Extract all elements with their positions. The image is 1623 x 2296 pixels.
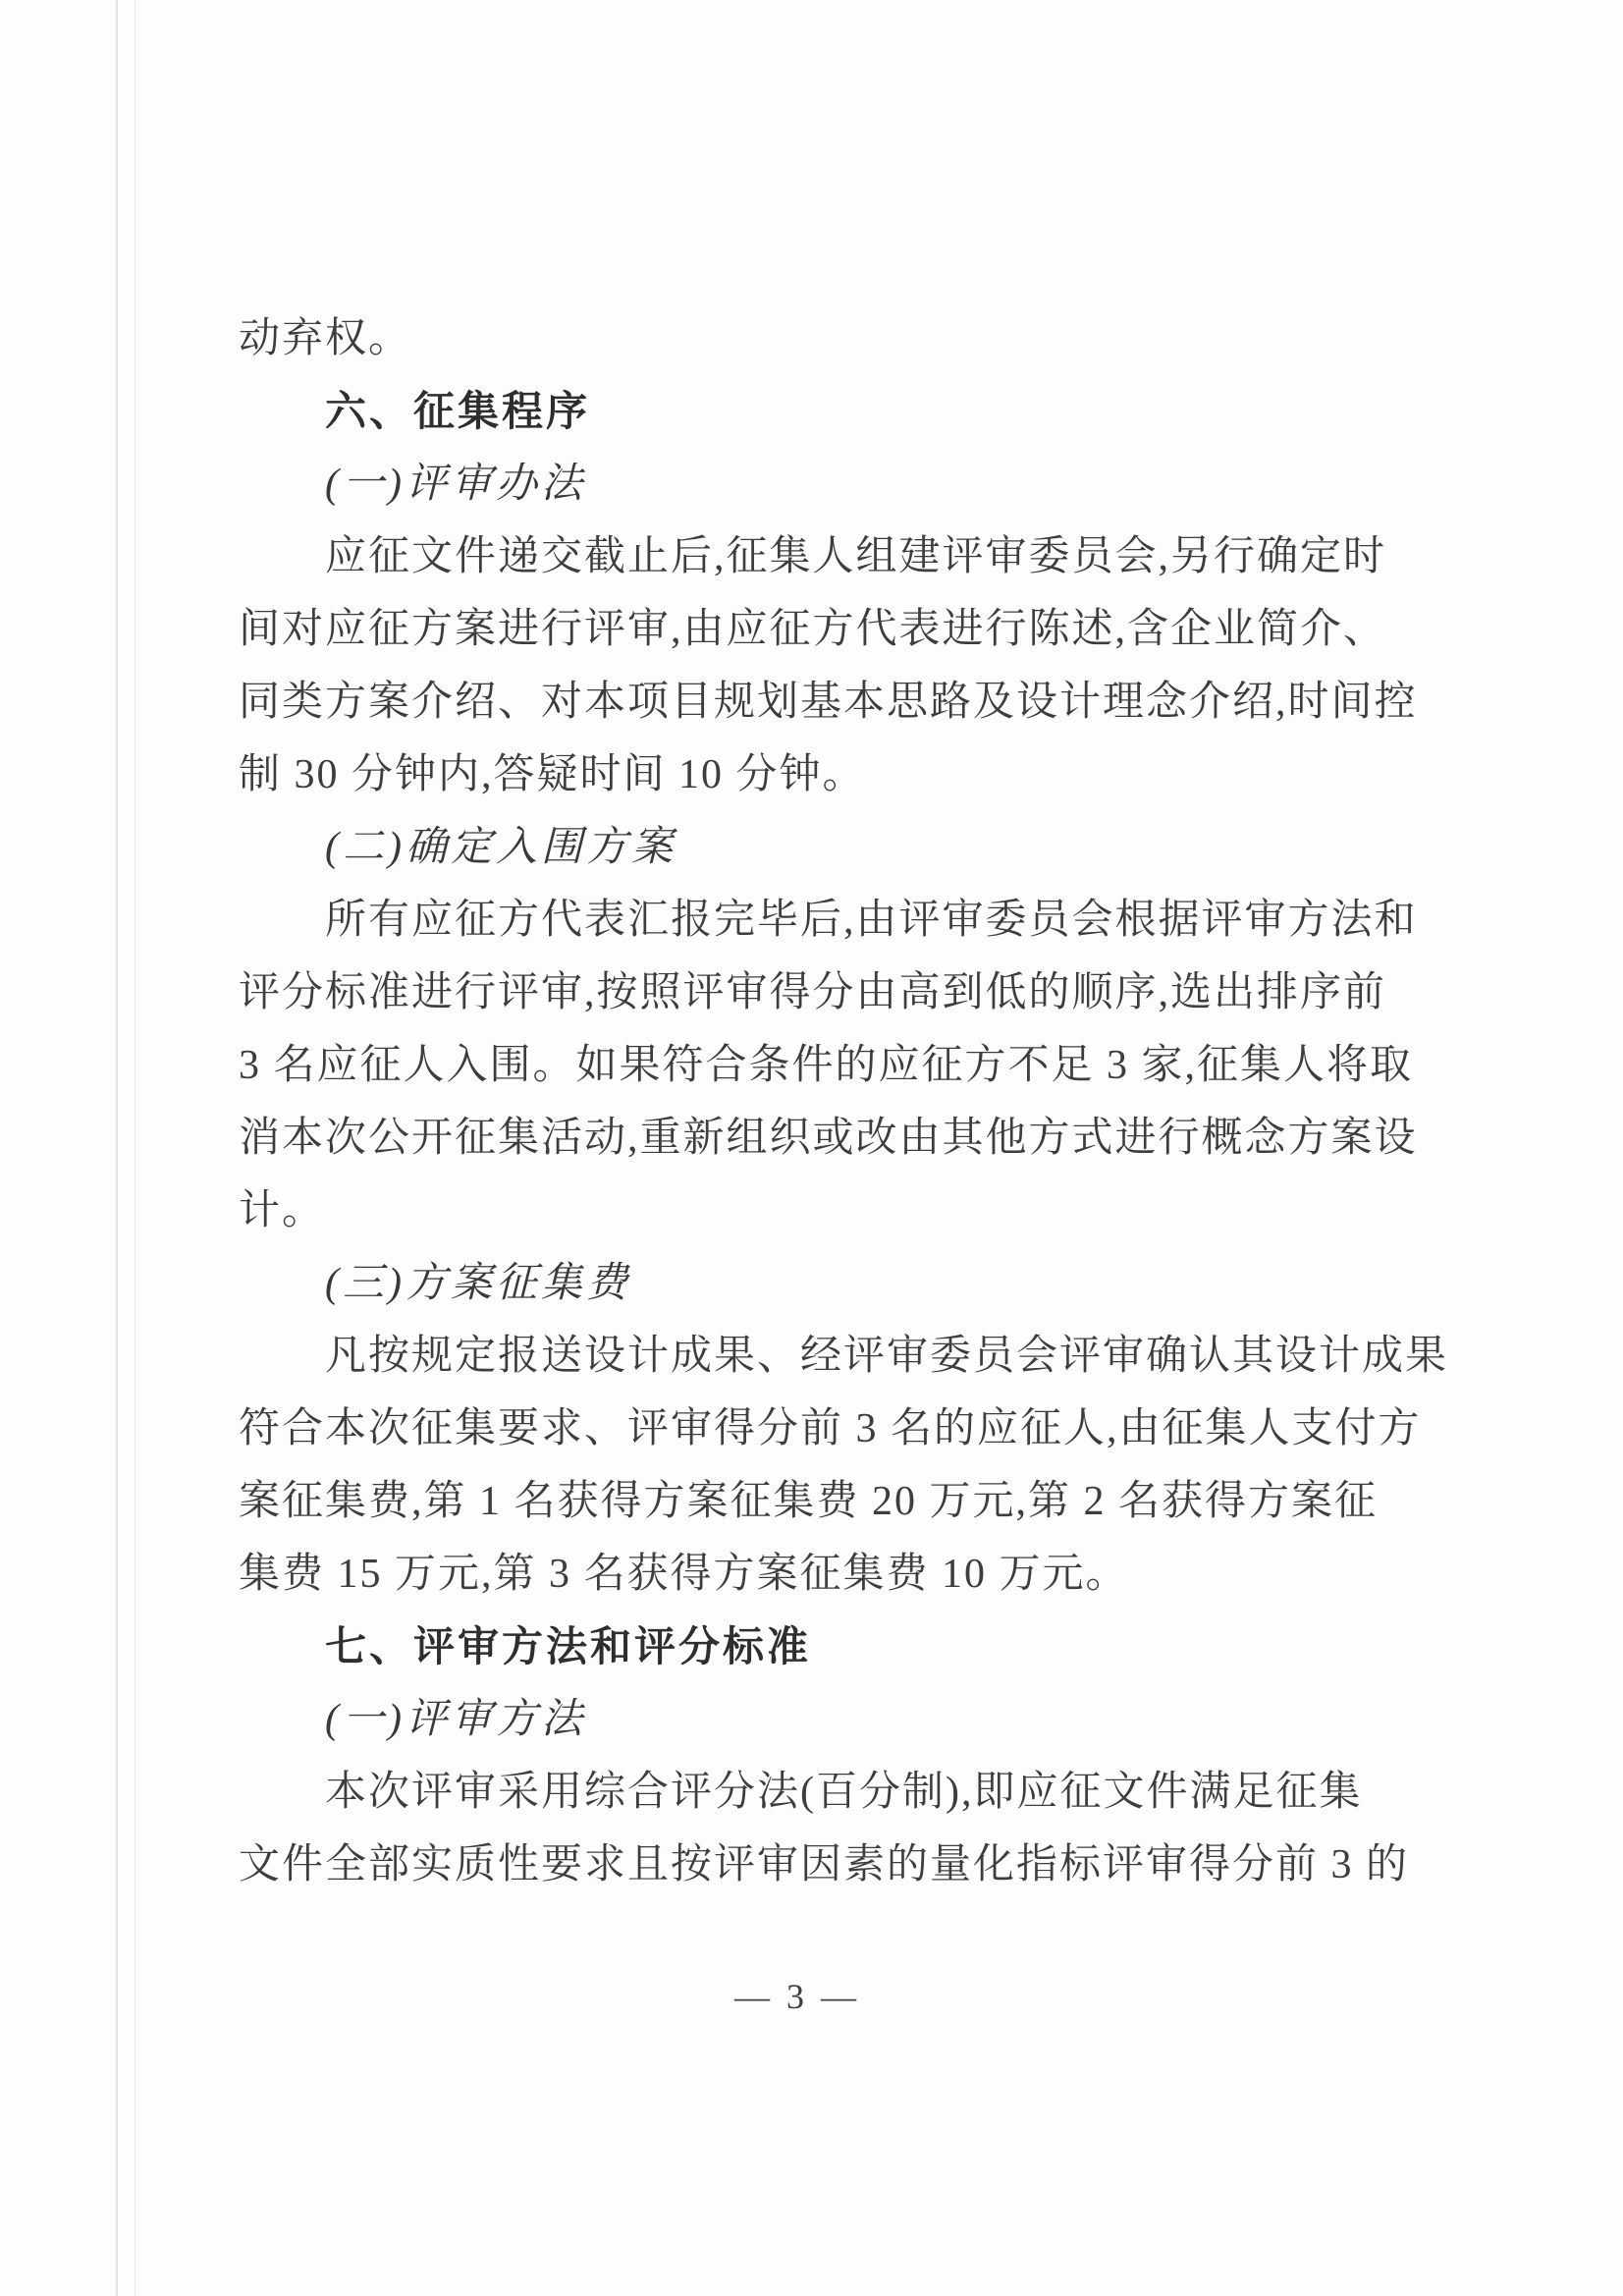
- text-line-carryover: 动弃权。: [239, 316, 412, 361]
- text-line: 集费 15 万元,第 3 名获得方案征集费 10 万元。: [239, 1552, 1129, 1597]
- text-line: 评分标准进行评审,按照评审得分由高到低的顺序,选出排序前: [239, 970, 1387, 1015]
- text-line: 3 名应征人入围。如果符合条件的应征方不足 3 家,征集人将取: [239, 1043, 1414, 1088]
- text-line: 符合本次征集要求、评审得分前 3 名的应征人,由征集人支付方: [239, 1406, 1422, 1451]
- scan-artifact-streak: [116, 0, 118, 2296]
- text-line: 同类方案介绍、对本项目规划基本思路及设计理念介绍,时间控: [239, 680, 1418, 725]
- subsection-heading-review-measures: (一)评审办法: [325, 462, 586, 507]
- document-text-block: [239, 302, 1456, 1901]
- text-line: 所有应征方代表汇报完毕后,由评审委员会根据评审方法和: [325, 898, 1418, 943]
- text-line: 应征文件递交截止后,征集人组建评审委员会,另行确定时: [325, 534, 1387, 579]
- text-line: 制 30 分钟内,答疑时间 10 分钟。: [239, 752, 866, 797]
- text-line: 间对应征方案进行评审,由应征方代表进行陈述,含企业简介、: [239, 607, 1387, 652]
- text-line: 凡按规定报送设计成果、经评审委员会评审确认其设计成果: [325, 1334, 1449, 1379]
- page-number: — 3 —: [734, 1977, 860, 2016]
- section-heading-6: 六、征集程序: [325, 388, 591, 434]
- text-line: 文件全部实质性要求且按评审因素的量化指标评审得分前 3 的: [239, 1842, 1410, 1887]
- text-line: 案征集费,第 1 名获得方案征集费 20 万元,第 2 名获得方案征: [239, 1479, 1379, 1524]
- subsection-heading-review-method: (一)评审方法: [325, 1697, 586, 1742]
- text-line: 计。: [239, 1188, 326, 1233]
- subsection-heading-solicitation-fee: (三)方案征集费: [325, 1261, 631, 1306]
- text-line: 本次评审采用综合评分法(百分制),即应征文件满足征集: [325, 1770, 1363, 1815]
- subsection-heading-shortlist: (二)确定入围方案: [325, 825, 676, 870]
- text-line: 消本次公开征集活动,重新组织或改由其他方式进行概念方案设: [239, 1116, 1418, 1161]
- section-heading-7: 七、评审方法和评分标准: [325, 1623, 812, 1669]
